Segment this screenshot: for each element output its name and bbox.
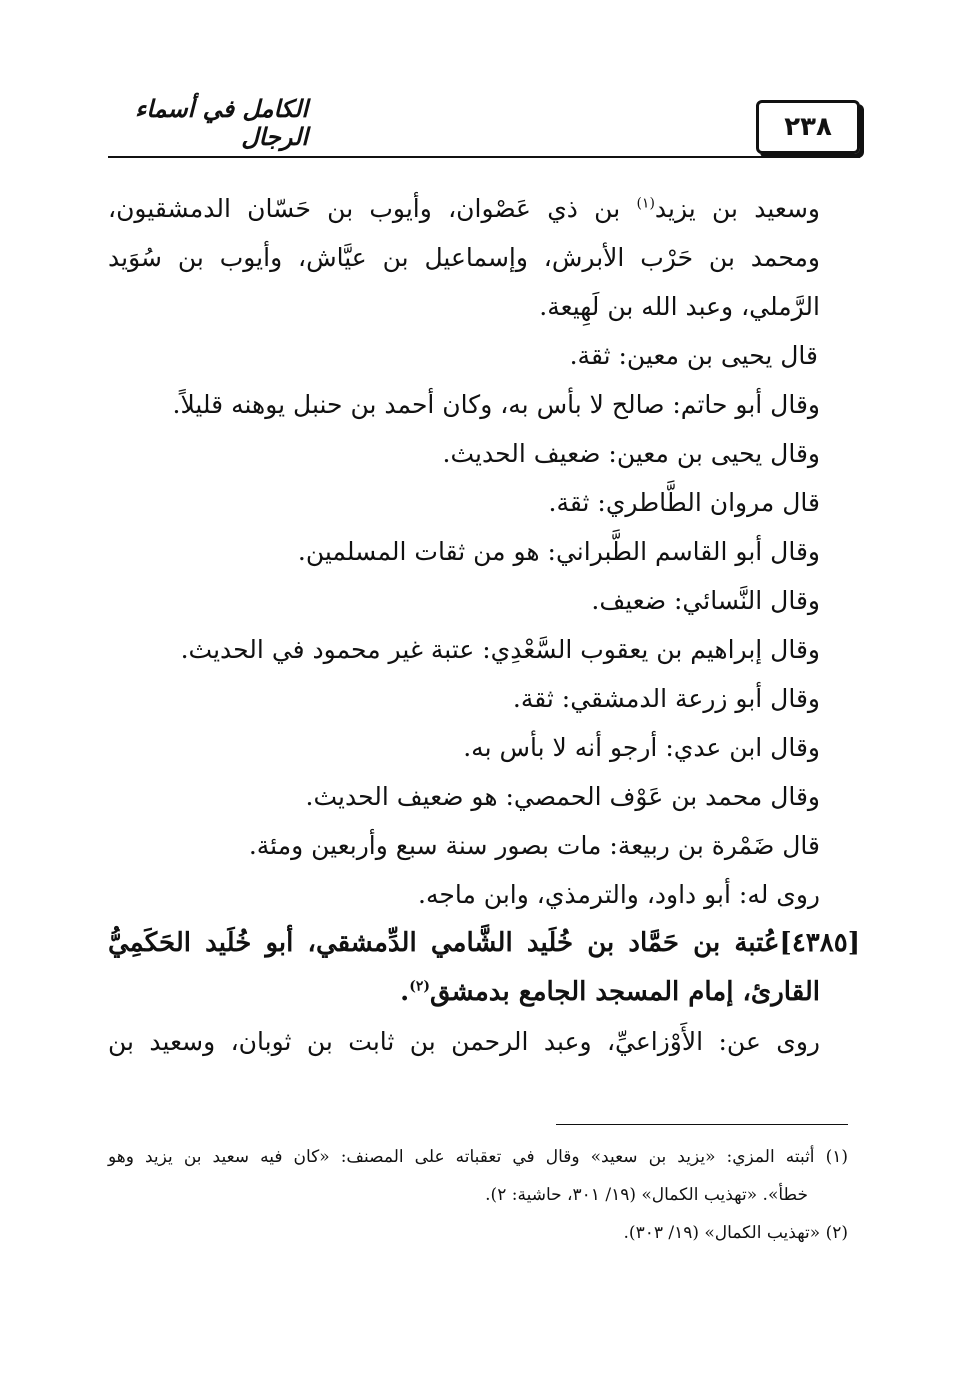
entry-heading	[108, 919, 860, 968]
text-line-9: وقال النَّسائي: ضعيف.	[591, 586, 820, 615]
text-line-13: وقال محمد بن عَوْف الحمصي: هو ضعيف الحديث.	[305, 782, 820, 811]
text-line-4: قال يحيى بن معين: ثقة.	[569, 341, 818, 370]
text-line-14: قال ضَمْرة بن ربيعة: مات بصور سنة سبع وأربعين ومئة.	[248, 831, 820, 860]
entry-end: .	[400, 977, 410, 1007]
text-line-10: وقال إبراهيم بن يعقوب السَّعْدِي: عتبة غير محمود في الحديث.	[180, 635, 820, 664]
page-header	[108, 92, 860, 156]
entry-name: عُتبة بن حَمَّاد بن خُلَيد الشَّامي الدِّمشقي، أبو خُلَيد الحَكَمِيُّ	[108, 928, 780, 958]
footnote-ref-2: (٢)	[409, 978, 430, 995]
footnote-1: (١) أثبته المزي: «يزيد بن سعيد» وقال في تعقباته على المصنف: «كان فيه سعيد بن يزيد وهو	[108, 1147, 848, 1167]
page-number: ٢٣٨	[756, 100, 860, 154]
text-line-15: روى له: أبو داود، والترمذي، وابن ماجه.	[418, 880, 820, 909]
text-line-6: وقال يحيى بن معين: ضعيف الحديث.	[442, 439, 820, 468]
footnote-2: (٢) «تهذيب الكمال» (١٩/ ٣٠٣).	[623, 1223, 848, 1243]
header-divider	[108, 156, 860, 158]
footnote-1-cont: خطأ». «تهذيب الكمال» (١٩/ ٣٠١، حاشية: ٢).	[485, 1185, 808, 1205]
text-line-1	[108, 184, 820, 233]
text-line-last: روى عن: الأَوْزاعيِّ، وعبد الرحمن بن ثابت بن ثوبان، وسعيد بن	[108, 1027, 820, 1056]
running-title: الكامل في أسماء الرجال	[134, 95, 308, 151]
footnotes	[108, 1138, 848, 1252]
text-line-7: قال مروان الطَّاطري: ثقة.	[548, 488, 820, 517]
text-line-5: وقال أبو حاتم: صالح لا بأس به، وكان أحمد بن حنبل يوهنه قليلاً.	[172, 390, 820, 419]
text-line-8: وقال أبو القاسم الطَّبراني: هو من ثقات المسلمين.	[297, 537, 820, 566]
text-line-12: وقال ابن عدي: أرجو أنه لا بأس به.	[463, 733, 820, 762]
footnote-divider	[556, 1124, 848, 1125]
text-line-11: وقال أبو زرعة الدمشقي: ثقة.	[512, 684, 820, 713]
text-line-2: ومحمد بن حَرْب الأبرش، وإسماعيل بن عيَّاش، وأيوب بن سُوَيد	[108, 243, 820, 272]
footnote-ref-1: (١)	[636, 195, 655, 212]
entry-number: [٤٣٨٥]	[779, 928, 860, 958]
main-text	[108, 184, 860, 1066]
entry-name-cont: القارئ، إمام المسجد الجامع بدمشق	[430, 977, 820, 1007]
text-span: بن ذي عَصْوان، وأيوب بن حَسّان الدمشقيون،	[108, 194, 621, 223]
entry-heading-cont	[108, 968, 820, 1017]
text-span: وسعيد بن يزيد	[654, 194, 820, 223]
text-line-3: الرَّملي، وعبد الله بن لَهِيعة.	[539, 292, 820, 321]
